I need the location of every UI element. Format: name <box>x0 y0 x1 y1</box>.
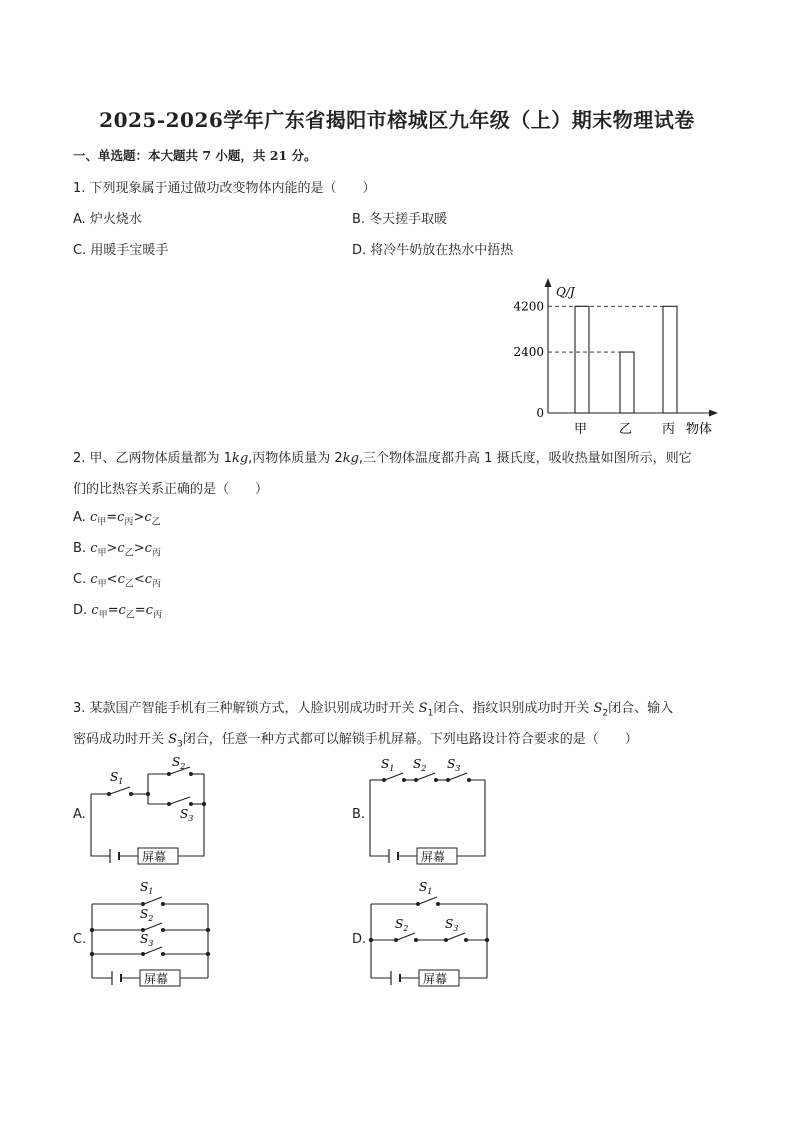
sub-3: 3 <box>177 739 183 750</box>
c-symbol: c <box>90 541 98 556</box>
screen-label: 屏幕 <box>421 850 446 864</box>
sub-2: 2 <box>602 708 609 719</box>
y-tick-label: 4200 <box>513 299 544 314</box>
c-symbol: c <box>90 572 98 587</box>
sub-jia: 甲 <box>97 517 107 528</box>
sub-yi: 乙 <box>124 579 134 590</box>
q3-option-a-label[interactable]: A. <box>73 807 86 822</box>
screen-label: 屏幕 <box>142 850 167 864</box>
label-s2: $S_2$ <box>140 907 154 923</box>
section-heading: 一、单选题：本大题共 7 小题，共 21 分。 <box>73 148 317 163</box>
sub-yi: 乙 <box>125 610 135 621</box>
q2-option-d[interactable] <box>73 603 162 621</box>
q3-text-a: 3. 某款国产智能手机有三种解锁方式，人脸识别成功时开关 <box>73 701 419 716</box>
q3-option-d-label[interactable]: D. <box>352 932 367 947</box>
label-s3: $S_3$ <box>445 917 459 933</box>
category-label-3: 丙 <box>662 422 676 437</box>
s-symbol: S <box>593 701 603 716</box>
category-label-1: 甲 <box>574 422 588 437</box>
sub-yi: 乙 <box>124 548 134 559</box>
label-s1: $S_1$ <box>381 757 395 773</box>
bar-2 <box>620 352 634 413</box>
c-symbol: c <box>117 541 125 556</box>
sub-bing: 丙 <box>152 610 162 621</box>
s-symbol: S <box>168 732 178 747</box>
option-label: D. <box>73 603 88 618</box>
q2-text-a: 2. 甲、乙两物体质量都为 1 <box>73 451 232 466</box>
q3-text-d: 密码成功时开关 <box>73 732 169 747</box>
q2-option-b[interactable] <box>73 541 161 559</box>
heat-bar-chart <box>500 268 740 440</box>
q1-option-b[interactable]: B. 冬天搓手取暖 <box>352 212 448 227</box>
circuit-b[interactable] <box>365 756 495 868</box>
option-label: C. <box>73 572 87 587</box>
y-axis-label: Q/J <box>556 285 575 299</box>
category-label-2: 乙 <box>619 422 633 437</box>
label-s1: $S_1$ <box>419 880 433 896</box>
label-s1: $S_1$ <box>110 770 124 786</box>
c-symbol: c <box>117 572 125 587</box>
label-s2: $S_2$ <box>395 917 409 933</box>
question-2-line2: 们的比热容关系正确的是（ ） <box>73 482 269 497</box>
question-3-line2 <box>73 728 638 750</box>
sub-bing: 丙 <box>152 579 162 590</box>
circuit-a[interactable] <box>86 756 216 868</box>
option-label: A. <box>73 510 86 525</box>
relation-1: = <box>106 510 118 525</box>
relation-2: > <box>133 541 145 556</box>
page-title: 2025-2026学年广东省揭阳市榕城区九年级（上）期末物理试卷 <box>99 108 695 132</box>
sub-bing: 丙 <box>124 517 134 528</box>
label-s3: $S_3$ <box>140 932 154 948</box>
c-symbol: c <box>118 603 126 618</box>
q2-text-b: ,丙物体质量为 2 <box>248 451 343 466</box>
x-axis-label: 物体 <box>686 422 713 437</box>
q3-text-b: 闭合、指纹识别成功时开关 <box>433 701 594 716</box>
option-label: B. <box>73 541 87 556</box>
label-s3: $S_3$ <box>180 807 194 823</box>
q3-option-b-label[interactable]: B. <box>352 807 366 822</box>
circuit-d[interactable] <box>365 878 495 993</box>
x-axis-arrow <box>709 410 718 417</box>
relation-1: < <box>106 572 118 587</box>
y-tick-label: 0 <box>536 406 544 420</box>
question-2-line1 <box>73 447 692 466</box>
y-axis-arrow <box>545 278 552 287</box>
q1-option-a[interactable]: A. 炉火烧水 <box>73 212 142 227</box>
bar-3 <box>663 306 677 413</box>
sub-jia: 甲 <box>98 610 108 621</box>
q3-text-e: 闭合，任意一种方式都可以解锁手机屏幕。下列电路设计符合要求的是（ ） <box>182 732 638 747</box>
label-s3: $S_3$ <box>447 757 461 773</box>
q2-unit-kg-2: kg <box>342 451 359 466</box>
sub-yi: 乙 <box>151 517 161 528</box>
q2-option-c[interactable] <box>73 572 161 590</box>
c-symbol: c <box>144 541 152 556</box>
y-tick-label: 2400 <box>513 345 544 360</box>
q3-text-c: 闭合、输入 <box>608 701 674 716</box>
c-symbol: c <box>144 572 153 587</box>
c-symbol: c <box>91 603 99 618</box>
circuit-c[interactable] <box>86 878 216 993</box>
relation-2: = <box>134 603 146 618</box>
c-symbol: c <box>117 510 125 525</box>
relation-2: < <box>133 572 145 587</box>
q3-option-c-label[interactable]: C. <box>73 932 87 947</box>
relation-1: = <box>107 603 119 618</box>
c-symbol: c <box>145 603 153 618</box>
c-symbol: c <box>144 510 152 525</box>
label-s1: $S_1$ <box>140 880 154 896</box>
screen-label: 屏幕 <box>423 972 448 986</box>
bar-1 <box>575 306 589 413</box>
question-1-stem: 1. 下列现象属于通过做功改变物体内能的是（ ） <box>73 181 376 196</box>
sub-jia: 甲 <box>97 548 107 559</box>
question-3-line1 <box>73 697 673 719</box>
label-s2: $S_2$ <box>413 757 427 773</box>
s-symbol: S <box>418 701 428 716</box>
label-s2: $S_2$ <box>172 756 186 771</box>
q1-option-c[interactable]: C. 用暖手宝暖手 <box>73 243 169 258</box>
q2-unit-kg-1: kg <box>231 451 249 466</box>
q2-option-a[interactable] <box>73 510 161 528</box>
sub-jia: 甲 <box>97 579 107 590</box>
q1-option-d[interactable]: D. 将冷牛奶放在热水中捂热 <box>352 243 514 258</box>
q2-text-c: ,三个物体温度都升高 1 摄氏度，吸收热量如图所示，则它 <box>358 451 692 466</box>
c-symbol: c <box>89 510 98 525</box>
relation-2: > <box>133 510 145 525</box>
screen-label: 屏幕 <box>144 972 169 986</box>
relation-1: > <box>106 541 118 556</box>
sub-1: 1 <box>427 708 434 719</box>
sub-bing: 丙 <box>151 548 161 559</box>
